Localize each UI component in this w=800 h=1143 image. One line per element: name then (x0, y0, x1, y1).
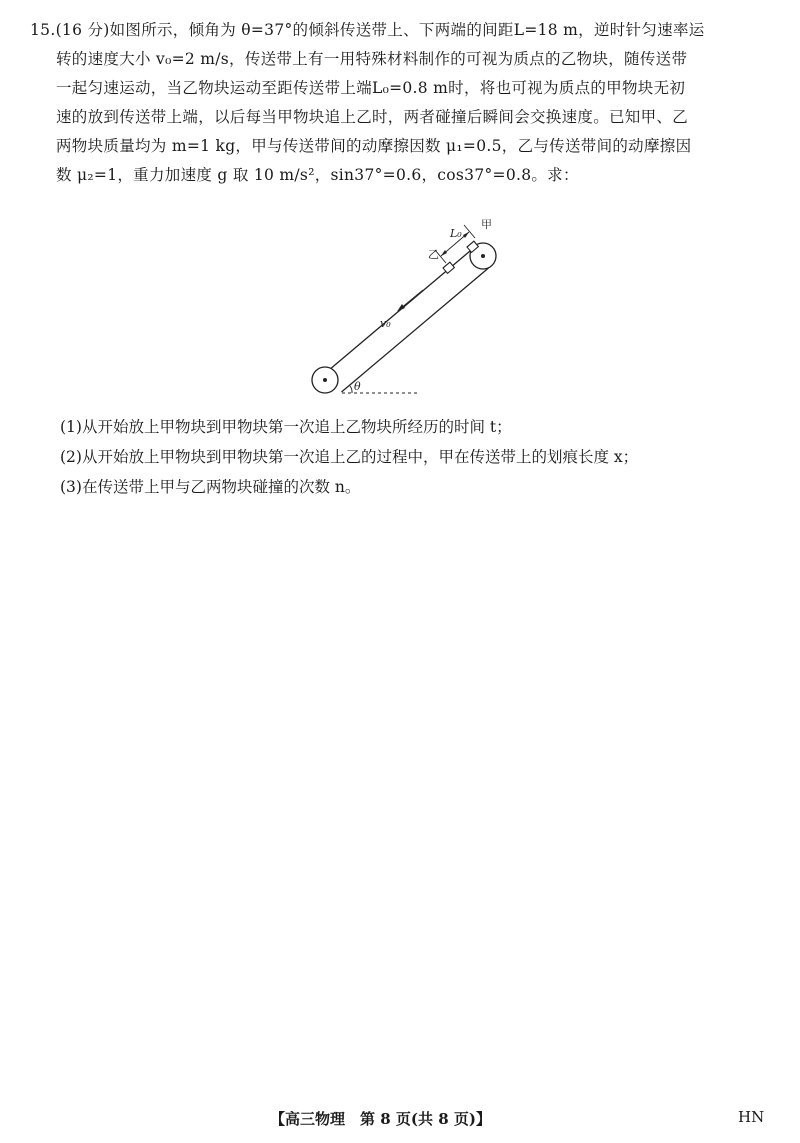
l0-arrow-right (463, 232, 469, 238)
problem-line-4: 速的放到传送带上端，以后每当甲物块追上乙时，两者碰撞后瞬间会交换速度。已知甲、乙 (56, 108, 689, 126)
sub-questions (60, 412, 638, 502)
v0-arrow-head (397, 304, 405, 312)
problem-line-6: 数 μ₂=1，重力加速度 g 取 10 m/s²，sin37°=0.6，cos37°=0.8。求： (56, 166, 579, 184)
question-1: (1)从开始放上甲物块到甲物块第一次追上乙物块所经历的时间 t； (60, 418, 512, 436)
label-v0: v₀ (380, 317, 391, 330)
footer-page-info: 【高三物理 第 8 页(共 8 页)】 (270, 1110, 491, 1128)
lower-pulley-axle (323, 378, 327, 382)
conveyor-belt-svg (300, 212, 520, 402)
problem-text-1: 如图所示，倾角为 θ=37°的倾斜传送带上、下两端的间距L=18 m，逆时针匀速率运 (109, 21, 705, 39)
problem-number: 15. (30, 21, 56, 39)
label-yi: 乙 (428, 248, 439, 261)
upper-pulley-axle (481, 254, 485, 258)
question-2: (2)从开始放上甲物块到甲物块第一次追上乙的过程中，甲在传送带上的划痕长度 x； (60, 448, 639, 466)
angle-arc (350, 386, 352, 393)
problem-line-3: 一起匀速运动，当乙物块运动至距传送带上端L₀=0.8 m时，将也可视为质点的甲物块无初 (56, 79, 686, 97)
question-3: (3)在传送带上甲与乙两物块碰撞的次数 n。 (60, 478, 361, 496)
problem-line-5: 两物块质量均为 m=1 kg，甲与传送带间的动摩擦因数 μ₁=0.5，乙与传送带间的动摩擦因 (56, 137, 692, 155)
l0-arrow-left (441, 250, 447, 256)
conveyor-belt-diagram (300, 212, 520, 402)
label-theta: θ (354, 380, 361, 393)
problem-line-1 (30, 16, 782, 45)
label-l0: L₀ (450, 227, 462, 240)
belt-lower-edge (342, 268, 489, 392)
footer-region-code: HN (738, 1108, 765, 1126)
label-jia: 甲 (481, 218, 492, 231)
problem-score: (16 分) (55, 21, 110, 39)
problem-line-2: 转的速度大小 v₀=2 m/s，传送带上有一用特殊材料制作的可视为质点的乙物块，随传送带 (56, 50, 688, 68)
problem-statement (30, 16, 782, 190)
